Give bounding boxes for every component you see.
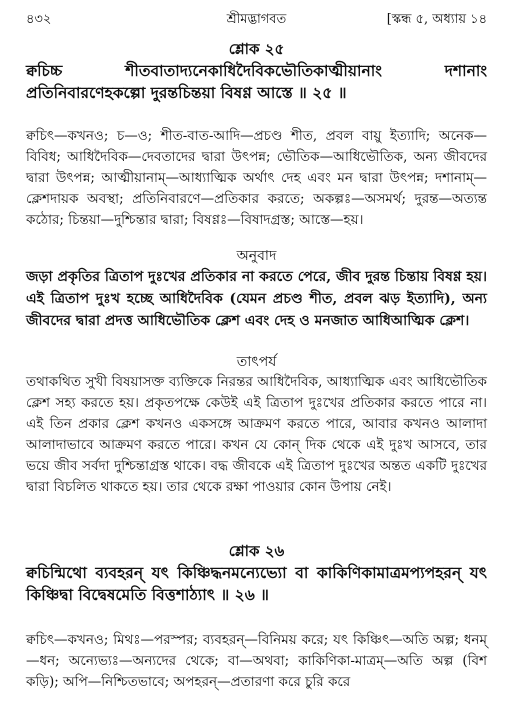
word-meaning: ক্বচিৎ—কখনও; চ—ও; শীত-বাত-আদি—প্রচণ্ড শীত, প্রবল বায়ু ইত্যাদি; অনেক—বিবিধ; আধিদৈবিক—দেবতাদের দ্বারা উৎপন্ন; ভৌতিক—আধিভৌতিক, অন্য জীবদের দ্বারা উৎপন্ন; আত্মীয়ানাম্—আধ্যাত্মিক অর্থাৎ দেহ এবং মন দ্বারা উৎপন্ন; দশানাম্—ক্লেশদায়ক অবস্থা; প্রতিনিবারণে—প্রতিকার করতে; অকল্পঃ—অসমর্থ; দুরন্ত—অত্যন্ত কঠোর; চিন্তয়া—দুশ্চিন্তার দ্বারা; বিষণ্ণঃ—বিষাদগ্রস্ত; আস্তে—হয়। [26, 128, 487, 228]
purport-text: তথাকথিত সুখী বিষয়াসক্ত ব্যক্তিকে নিরন্তর আধিদৈবিক, আধ্যাত্মিক এবং আধিভৌতিক ক্লেশ সহ্য করতে হয়। প্রকৃতপক্ষে কেউই এই ত্রিতাপ দুঃখের প্রতিকার করতে পারে না। এই তিন প্রকার ক্লেশ কখনও একসঙ্গে আক্রমণ করতে পারে, আবার কখনও আলাদা আলাদাভাবে আক্রমণ করতে পারে। কখন যে কোন্ দিক থেকে এই দুঃখ আসবে, তার ভয়ে জীব সর্বদা দুশ্চিন্তাগ্রস্ত থাকে। বদ্ধ জীবকে এই ত্রিতাপ দুঃখের অন্তত একটি দুঃখের দ্বারা বিচলিত থাকতে হয়। তার থেকে রক্ষা পাওয়ার কোন উপায় নেই। [26, 374, 487, 495]
translation-text: জড়া প্রকৃতির ত্রিতাপ দুঃখের প্রতিকার না করতে পেরে, জীব দুরন্ত চিন্তায় বিষণ্ণ হয়। এই ত্রিতাপ দুঃখ হচ্ছে আধিদৈবিক (যেমন প্রচণ্ড শীত, প্রবল ঝড় ইত্যাদি), অন্য জীবদের দ্বারা প্রদত্ত আধিভৌতিক ক্লেশ এবং দেহ ও মনজাত আধিআত্মিক ক্লেশ। [26, 269, 487, 329]
word-meaning-2: ক্বচিৎ—কখনও; মিথঃ—পরস্পর; ব্যবহরন্—বিনিময় করে; যৎ কিঞ্চিৎ—অতি অল্প; ধনম্—ধন; অন্যেভ্যঃ—অন্যদের থেকে; বা—অথবা; কাকিণিকা-মাত্রম্—অতি অল্প (বিশ কড়ি); অপি—নিশ্চিতভাবে; অপহরন্—প্রতারণা করে চুরি করে [26, 632, 487, 690]
verse-text: ক্বচিচ্চ শীতবাতাদ্যনেকাধিদৈবিকভৌতিকাত্মীয়ানাং দশানাং প্রতিনিবারণেহকল্পো দুরন্তচিন্তয়া বিষণ্ণ আস্তে ॥ ২৫ ॥ [26, 61, 487, 102]
book-title: শ্রীমদ্ভাগবত [226, 11, 287, 27]
verse-heading-2: শ্লোক ২৬ [228, 542, 285, 560]
page-header [26, 10, 487, 30]
translation-heading: অনুবাদ [236, 248, 277, 264]
section-label: [স্কন্ধ ৫, অধ্যায় ১৪ [386, 11, 487, 27]
purport-heading: তাৎপর্য [236, 354, 277, 370]
verse-text-2: ক্বচিন্মিথো ব্যবহরন্ যৎ কিঞ্চিদ্ধনমন্যেভ্যো বা কাকিণিকামাত্রমপ্যপহরন্ যৎ কিঞ্চিদ্বা বিদ্বেষমেতি বিত্তশাঠ্যাৎ ॥ ২৬ ॥ [26, 563, 487, 604]
verse-heading: শ্লোক ২৫ [228, 40, 285, 58]
page-number: ৪৩২ [26, 11, 52, 27]
